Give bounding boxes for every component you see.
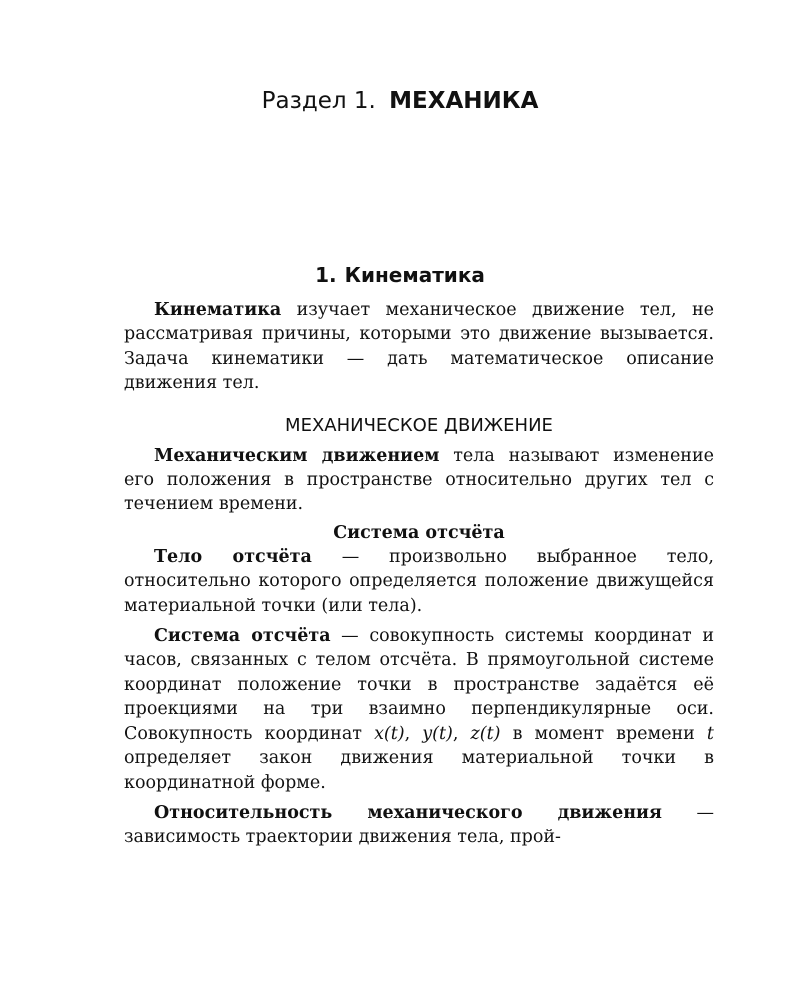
reference-system-text-2: в момент времени [500,723,707,744]
section-title: МЕХАНИКА [389,88,539,114]
relativity-term: Относительность механического движения [154,802,662,823]
intro-term: Кинематика [154,300,282,320]
intro-text: изучает механическое движение тел, не рассматривая причины, которыми это движение вызывается. Задача кинематики — дать математическое описание движения тел. [124,300,714,394]
coord-x: x(t) [374,723,405,744]
time-variable: t [706,723,714,744]
reference-heading: Система отсчёта [333,522,505,543]
coord-sep-2: , [452,723,471,744]
relativity-paragraph [124,801,714,850]
coord-z: z(t) [470,723,501,744]
reference-system-term: Система отсчёта [154,626,331,647]
coord-y: y(t) [422,723,453,744]
reference-system-text-3: определяет закон движения материальной точки в координатной форме. [124,748,714,793]
chapter-title [0,262,800,288]
mech-motion-heading: МЕХАНИЧЕСКОЕ ДВИЖЕНИЕ [285,414,553,436]
mech-motion-text: тела называют изменение его положения в пространстве относительно других тел с течением времени. [124,445,714,515]
reference-system-text-1: — совокупность системы координат и часов, связанных с телом отсчёта. В прямоугольной системе координат положение точки в пространстве задаётся её проекциями на три взаимно перпендикулярные оси. Совокупность координат [124,626,714,744]
mech-motion-term: Механическим движением [154,445,440,466]
body-text [124,298,714,850]
intro-paragraph [124,298,714,396]
coord-sep-1: , [404,723,423,744]
chapter-title-text: Кинематика [344,263,485,287]
reference-body-text: — произвольно выбранное тело, относительно которого определяется положение движущейся материальной точки (или тела). [124,546,714,616]
chapter-number: 1. [315,263,337,287]
reference-body-paragraph [124,545,714,618]
section-label: Раздел 1. [261,88,376,114]
mech-motion-paragraph [124,444,714,517]
reference-system-paragraph [124,624,714,795]
section-heading [0,86,800,116]
relativity-text: — зависимость траектории движения тела, прой- [124,802,714,848]
reference-body-term: Тело отсчёта [154,546,312,567]
